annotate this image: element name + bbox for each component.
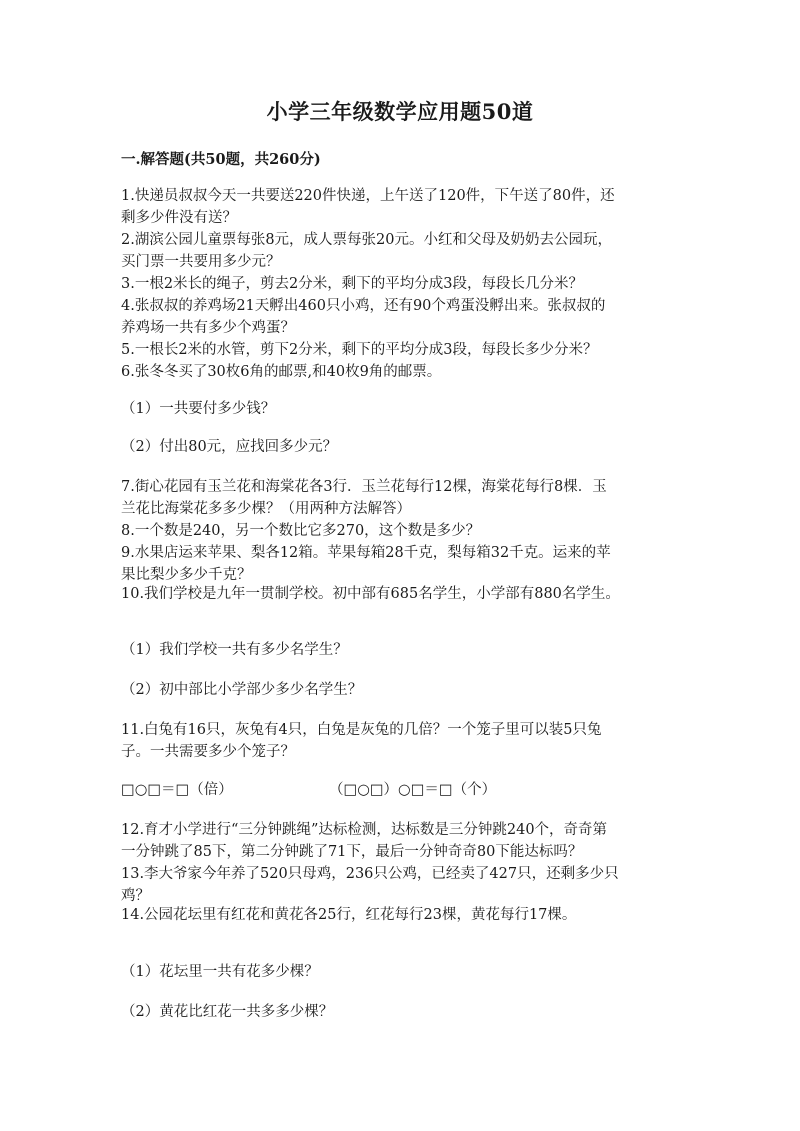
question-12-line-1: 12.育才小学进行“三分钟跳绳”达标检测，达标数是三分钟跳240个，奇奇第: [121, 822, 608, 838]
question-7-line-1: 7.街心花园有玉兰花和海棠花各3行．玉兰花每行12棵，海棠花每行8棵．玉: [121, 479, 607, 495]
question-10-sub-2: （2）初中部比小学部少多少名学生？: [121, 682, 363, 698]
question-14: 14.公园花坛里有红花和黄花各25行，红花每行23棵，黄花每行17棵。: [121, 907, 577, 923]
question-8: 8.一个数是240，另一个数比它多270，这个数是多少？: [121, 523, 481, 539]
question-12-line-2: 一分钟跳了85下，第二分钟跳了71下，最后一分钟奇奇80下能达标吗？: [121, 844, 583, 860]
section-header: 一.解答题(共50题，共260分): [121, 151, 321, 168]
question-3: 3.一根2米长的绳子，剪去2分米，剩下的平均分成3段，每段长几分米？: [121, 276, 584, 292]
question-7-line-2: 兰花比海棠花多多少棵？（用两种方法解答）: [121, 501, 411, 517]
question-14-sub-2: （2）黄花比红花一共多多少棵？: [121, 1004, 334, 1020]
page-title: 小学三年级数学应用题50道: [266, 99, 534, 124]
question-4-line-1: 4.张叔叔的养鸡场21天孵出460只小鸡，还有90个鸡蛋没孵出来。张叔叔的: [121, 298, 606, 314]
question-10: 10.我们学校是九年一贯制学校。初中部有685名学生，小学部有880名学生。: [121, 586, 620, 602]
question-5: 5.一根长2米的水管，剪下2分米，剩下的平均分成3段，每段长多少分米？: [121, 342, 598, 358]
question-11-equation-1: □○□＝□（倍）: [121, 782, 233, 798]
question-2-line-1: 2.湖滨公园儿童票每张8元，成人票每张20元。小红和父母及奶奶去公园玩，: [121, 232, 613, 248]
question-11-line-1: 11.白兔有16只，灰兔有4只，白兔是灰兔的几倍？一个笼子里可以装5只兔: [121, 722, 602, 738]
question-9-line-2: 果比梨少多少千克？: [121, 567, 252, 583]
question-11-equation-2: （□○□）○□＝□（个）: [329, 782, 497, 798]
question-6-sub-2: （2）付出80元，应找回多少元？: [121, 439, 338, 455]
question-10-sub-1: （1）我们学校一共有多少名学生？: [121, 642, 348, 658]
question-11-line-2: 子。一共需要多少个笼子？: [121, 744, 295, 760]
question-4-line-2: 养鸡场一共有多少个鸡蛋？: [121, 320, 295, 336]
question-6: 6.张冬冬买了30枚6角的邮票,和40枚9角的邮票。: [121, 364, 442, 380]
question-9-line-1: 9.水果店运来苹果、梨各12箱。苹果每箱28千克，梨每箱32千克。运来的苹: [121, 545, 611, 561]
question-13-line-2: 鸡？: [121, 888, 150, 904]
question-13-line-1: 13.李大爷家今年养了520只母鸡，236只公鸡，已经卖了427只，还剩多少只: [121, 866, 619, 882]
question-1-line-2: 剩多少件没有送？: [121, 210, 237, 226]
question-6-sub-1: （1）一共要付多少钱？: [121, 401, 276, 417]
question-14-sub-1: （1）花坛里一共有花多少棵？: [121, 964, 319, 980]
question-1-line-1: 1.快递员叔叔今天一共要送220件快递，上午送了120件，下午送了80件，还: [121, 188, 615, 204]
question-2-line-2: 买门票一共要用多少元？: [121, 254, 281, 270]
